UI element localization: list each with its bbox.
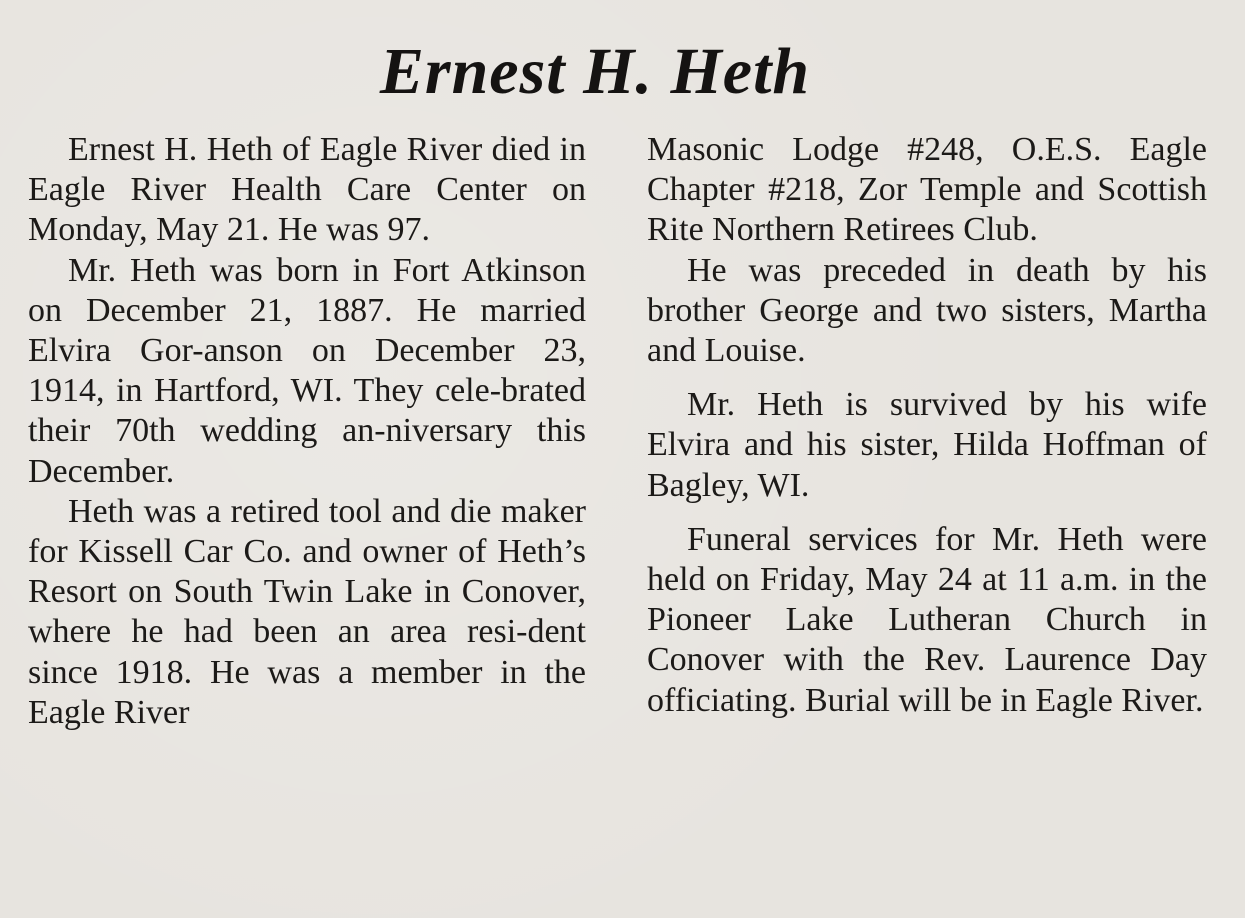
obituary-title: Ernest H. Heth [379, 35, 811, 108]
left-column [28, 130, 586, 733]
paragraph-preceded-in-death: He was preceded in death by his brother George and two sisters, Martha and Louise. [647, 251, 1207, 370]
paragraph-career: Heth was a retired tool and die maker for Kissell Car Co. and owner of Heth’s Resort on South Twin Lake in Conover, where he had been an area resi-dent since 1918. He was a member in the Eagle River [28, 492, 586, 731]
paragraph-death-notice: Ernest H. Heth of Eagle River died in Eagle River Health Care Center on Monday, May 21. He was 97. [28, 131, 586, 249]
paragraph-survived-by: Mr. Heth is survived by his wife Elvira and his sister, Hilda Hoffman of Bagley, WI. [647, 386, 1207, 504]
paragraph-birth-marriage: Mr. Heth was born in Fort Atkinson on December 21, 1887. He married Elvira Gor-anson on December 23, 1914, in Hartford, WI. They cele-brated their 70th wedding an-niversary this December. [28, 251, 586, 490]
paragraph-funeral-services: Funeral services for Mr. Heth were held on Friday, May 24 at 11 a.m. in the Pioneer Lake Lutheran Church in Conover with the Rev. Laurence Day officiating. Burial will be in Eagle River. [647, 520, 1207, 719]
right-column [647, 130, 1207, 721]
paragraph-memberships: Masonic Lodge #248, O.E.S. Eagle Chapter #218, Zor Temple and Scottish Rite Northern Retirees Club. [647, 131, 1207, 249]
